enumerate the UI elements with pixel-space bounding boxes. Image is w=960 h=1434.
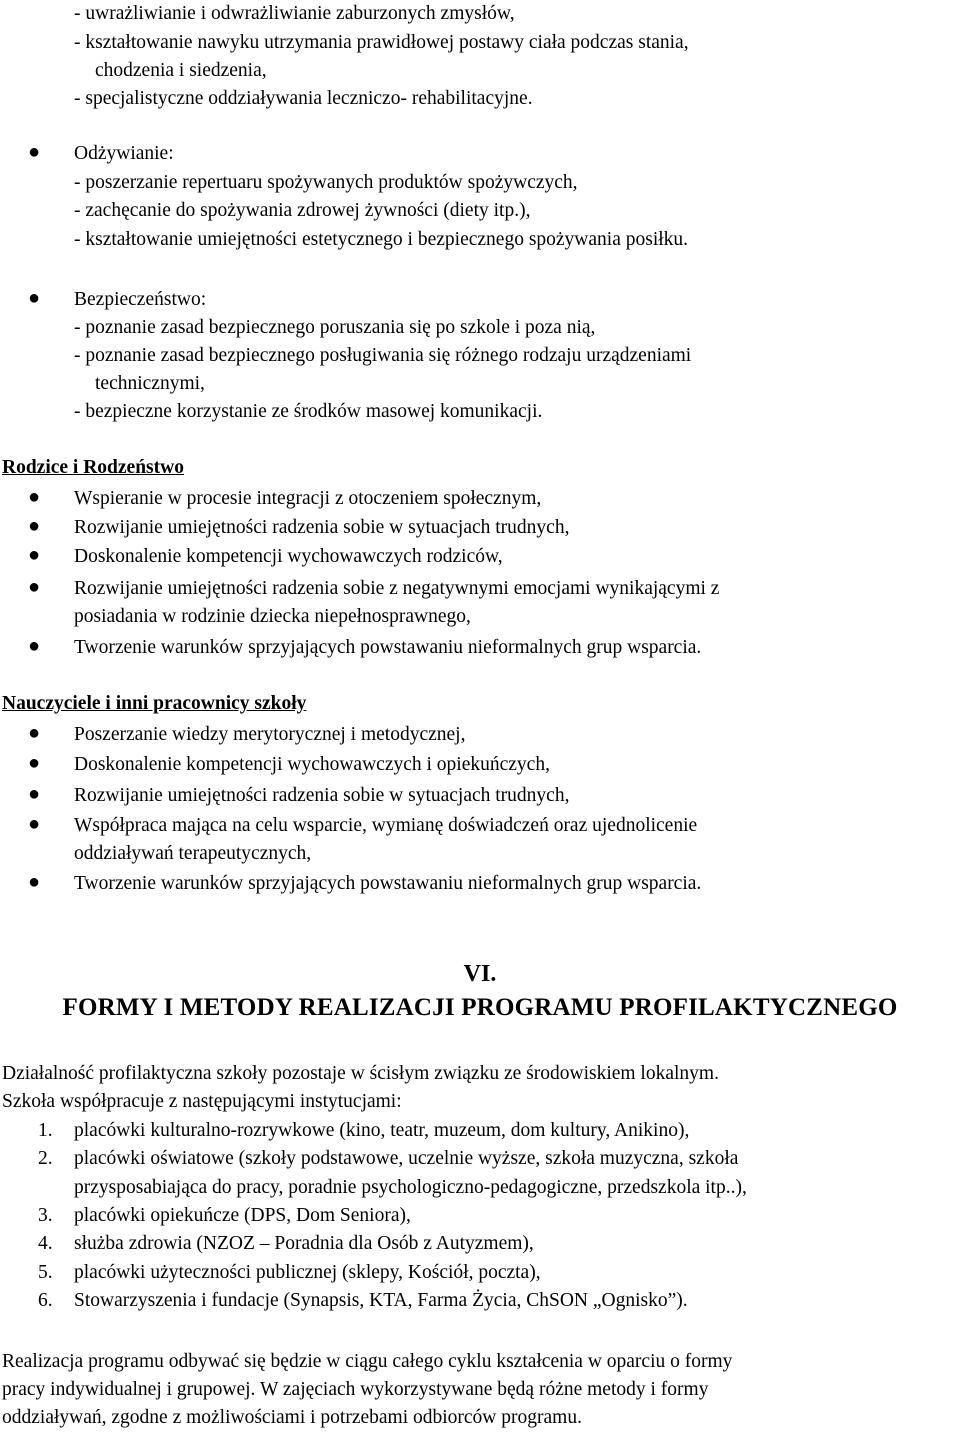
teachers-heading: Nauczyciele i inni pracownicy szkoły — [2, 693, 307, 714]
teachers-line: Poszerzanie wiedzy merytorycznej i metodycznej, — [74, 724, 466, 745]
safety-title: Bezpieczeństwo: — [74, 289, 207, 310]
bullet-icon: ● — [28, 722, 41, 744]
closing-line: oddziaływań, zgodne z możliwościami i potrzebami odbiorców programu. — [2, 1407, 582, 1428]
institution-item: placówki kulturalno-rozrywkowe (kino, teatr, muzeum, dom kultury, Anikino), — [74, 1120, 690, 1141]
institutions-intro: Działalność profilaktyczna szkoły pozostaje w ścisłym związku ze środowiskiem lokalnym. — [2, 1063, 719, 1084]
safety-line: - poznanie zasad bezpiecznego poruszania się po szkole i poza nią, — [74, 317, 596, 338]
bullet-icon: ● — [28, 813, 41, 835]
teachers-line: Doskonalenie kompetencji wychowawczych i opiekuńczych, — [74, 754, 550, 775]
institution-item: placówki użyteczności publicznej (sklepy, Kościół, poczta), — [74, 1262, 541, 1283]
bullet-icon: ● — [28, 871, 41, 893]
institution-item: służba zdrowia (NZOZ – Poradnia dla Osób z Autyzmem), — [74, 1233, 534, 1254]
intro-line: chodzenia i siedzenia, — [95, 60, 267, 81]
parents-line: Rozwijanie umiejętności radzenia sobie w sytuacjach trudnych, — [74, 517, 570, 538]
list-number: 6. — [38, 1290, 53, 1311]
institution-item: placówki oświatowe (szkoły podstawowe, uczelnie wyższe, szkoła muzyczna, szkoła — [74, 1148, 739, 1169]
institution-item: placówki opiekuńcze (DPS, Dom Seniora), — [74, 1205, 411, 1226]
teachers-line: Tworzenie warunków sprzyjających powstawaniu nieformalnych grup wsparcia. — [74, 873, 702, 894]
teachers-line: Rozwijanie umiejętności radzenia sobie w sytuacjach trudnych, — [74, 785, 570, 806]
teachers-line: Współpraca mająca na celu wsparcie, wymianę doświadczeń oraz ujednolicenie — [74, 815, 698, 836]
safety-line: technicznymi, — [95, 373, 205, 394]
parents-line: Tworzenie warunków sprzyjających powstawaniu nieformalnych grup wsparcia. — [74, 637, 702, 658]
list-number: 5. — [38, 1262, 53, 1283]
bullet-icon: ● — [28, 576, 41, 598]
list-number: 3. — [38, 1205, 53, 1226]
nutrition-title: Odżywianie: — [74, 143, 174, 164]
institution-item: przysposabiająca do pracy, poradnie psychologiczno-pedagogiczne, przedszkola itp..), — [74, 1177, 747, 1198]
nutrition-line: - zachęcanie do spożywania zdrowej żywności (diety itp.), — [74, 200, 531, 221]
parents-heading: Rodzice i Rodzeństwo — [2, 457, 184, 478]
list-number: 1. — [38, 1120, 53, 1141]
parents-line: Rozwijanie umiejętności radzenia sobie z negatywnymi emocjami wynikającymi z — [74, 578, 720, 599]
bullet-icon: ● — [28, 486, 41, 508]
safety-line: - bezpieczne korzystanie ze środków masowej komunikacji. — [74, 401, 543, 422]
list-number: 4. — [38, 1233, 53, 1254]
intro-line: - uwrażliwianie i odwrażliwianie zaburzonych zmysłów, — [74, 3, 515, 24]
bullet-icon: ● — [28, 783, 41, 805]
nutrition-line: - kształtowanie umiejętności estetycznego i bezpiecznego spożywania posiłku. — [74, 229, 689, 250]
bullet-icon: ● — [28, 141, 41, 163]
list-number: 2. — [38, 1148, 53, 1169]
section-number: VI. — [463, 961, 497, 987]
parents-line: Wspieranie w procesie integracji z otoczeniem społecznym, — [74, 488, 542, 509]
institutions-intro: Szkoła współpracuje z następującymi instytucjami: — [2, 1091, 402, 1112]
bullet-icon: ● — [28, 515, 41, 537]
bullet-icon: ● — [28, 544, 41, 566]
parents-line: Doskonalenie kompetencji wychowawczych rodziców, — [74, 546, 503, 567]
closing-line: Realizacja programu odbywać się będzie w ciągu całego cyklu kształcenia w oparciu o formy — [2, 1351, 733, 1372]
bullet-icon: ● — [28, 752, 41, 774]
parents-line: posiadania w rodzinie dziecka niepełnosprawnego, — [74, 606, 471, 627]
institution-item: Stowarzyszenia i fundacje (Synapsis, KTA, Farma Życia, ChSON „Ognisko”). — [74, 1290, 688, 1311]
intro-line: - specjalistyczne oddziaływania leczniczo- rehabilitacyjne. — [74, 88, 533, 109]
bullet-icon: ● — [28, 635, 41, 657]
teachers-line: oddziaływań terapeutycznych, — [74, 843, 312, 864]
intro-line: - kształtowanie nawyku utrzymania prawidłowej postawy ciała podczas stania, — [74, 32, 689, 53]
closing-line: pracy indywidualnej i grupowej. W zajęciach wykorzystywane będą różne metody i formy — [2, 1379, 709, 1400]
safety-line: - poznanie zasad bezpiecznego posługiwania się różnego rodzaju urządzeniami — [74, 345, 692, 366]
nutrition-line: - poszerzanie repertuaru spożywanych produktów spożywczych, — [74, 172, 578, 193]
bullet-icon: ● — [28, 287, 41, 309]
section-title: FORMY I METODY REALIZACJI PROGRAMU PROFILAKTYCZNEGO — [62, 994, 898, 1021]
